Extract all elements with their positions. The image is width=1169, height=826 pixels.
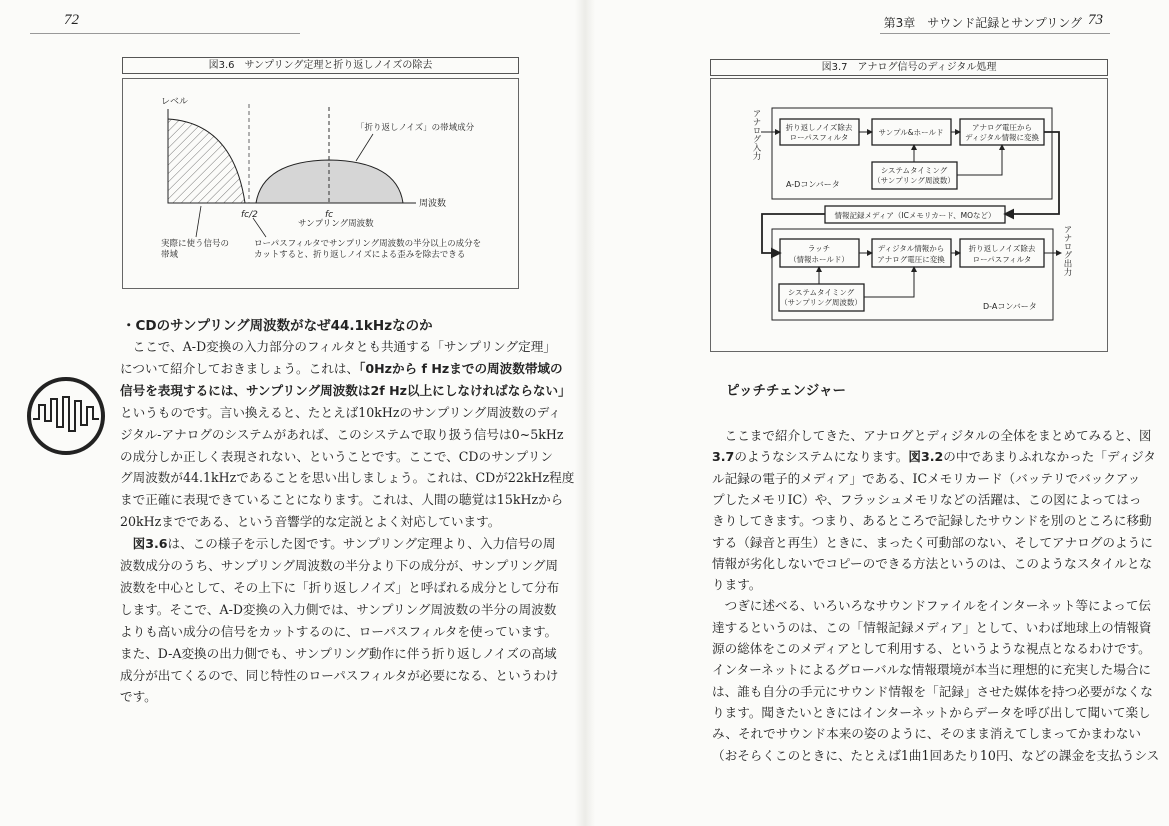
analog-input-label: アナログ入力 <box>751 109 761 160</box>
lpf-label-1: ローパスフィルタでサンプリング周波数の半分以上の成分を <box>254 239 482 249</box>
text-segment: また、D-A変換の出力側でも、サンプリング動作に伴う折り返しノイズの高域 <box>120 645 557 661</box>
figure-3-6-caption: 図3.6 サンプリング定理と折り返しノイズの除去 <box>122 57 519 74</box>
text-line <box>712 426 1152 446</box>
text-segment: の中であまりふれなかった「ディジタ <box>943 449 1156 465</box>
fs-name: サンプリング周波数 <box>298 219 374 229</box>
figure-3-7 <box>710 78 1108 352</box>
text-line <box>712 618 1152 638</box>
text-segment: （おそらくこのときに、たとえば1曲1回あたり10円、などの課金を支払うシス <box>712 747 1160 763</box>
ad-conv-label: アナログ電圧から <box>972 123 1032 132</box>
da-timing-label-2: （サンプリング周波数） <box>780 298 862 307</box>
signal-band <box>168 119 245 203</box>
text-line <box>120 600 557 620</box>
text-segment: よりも高い成分の信号をカットするのに、ローパスフィルタを使っています。 <box>120 623 558 639</box>
media-label: 情報記録メディア（ICメモリカード、MOなど） <box>834 211 996 220</box>
text-line <box>712 596 1152 616</box>
text-line <box>120 359 563 379</box>
sample-hold-label: サンプル&ホールド <box>878 128 944 137</box>
y-axis-label: レベル <box>161 97 189 107</box>
text-line <box>120 666 559 686</box>
header-rule-right <box>880 33 1110 34</box>
text-segment: きりしてきます。つまり、あるところで記録したサウンドを別のところに移動 <box>712 513 1152 529</box>
text-segment <box>120 536 133 551</box>
left-section-heading: ・CDのサンプリング周波数がなぜ44.1kHzなのか <box>122 318 433 334</box>
latch-label-2: （情報ホールド） <box>789 255 849 264</box>
lpf-leader <box>253 218 266 237</box>
sampling-theorem-diagram <box>123 79 518 288</box>
text-segment: 波数を中心として、その上下に「折り返しノイズ」と呼ばれる成分として分布 <box>120 579 560 595</box>
text-line <box>120 622 558 642</box>
text-line <box>120 687 518 707</box>
text-segment: は、この様子を示した図です。サンプリング定理より、入力信号の周 <box>167 536 556 552</box>
text-line <box>120 381 571 401</box>
ad-da-block-diagram <box>711 79 1107 351</box>
text-line <box>120 578 560 598</box>
figure-3-6 <box>122 78 519 289</box>
text-segment: まで正確に表現できていることになります。これは、人間の聴覚は15kHzから <box>120 492 564 508</box>
bold-text: 信号を表現するには、サンプリング周波数は2f Hz以上にしなければならない」 <box>120 382 571 398</box>
noise-label: 「折り返しノイズ」の帯域成分 <box>356 123 475 133</box>
text-segment: の成分しか正しく表現されない、ということです。ここで、CDのサンプリン <box>120 448 553 464</box>
ad-lpf-label-2: ローパスフィルタ <box>789 133 849 142</box>
text-segment: プしたメモリIC）や、フラッシュメモリなどの活躍は、この図によってはっ <box>712 491 1142 507</box>
text-line <box>120 468 575 488</box>
text-line <box>712 703 1151 723</box>
bold-text: 図3.6 <box>132 536 168 552</box>
text-line <box>120 337 556 357</box>
da-conv-label: ディジタル情報から <box>877 244 945 253</box>
da-conv-label-2: アナログ電圧に変換 <box>877 255 945 264</box>
text-segment: み、それでサウンド本来の姿のように、そのまま消えてしまってかまわない <box>712 726 1141 742</box>
text-line <box>120 490 564 510</box>
half-fs-label: fc/2 <box>241 210 258 220</box>
text-segment: ル記録の電子的メディア」である、ICメモリカード（バッテリでバックアッ <box>712 470 1141 486</box>
text-segment: 成分が出てくるので、同じ特性のローパスフィルタが必要になる、というわけ <box>120 667 559 683</box>
text-line <box>120 644 557 664</box>
text-segment: ります。聞きたいときにはインターネットからデータを呼び出して聞いて楽し <box>712 704 1151 720</box>
figure-3-7-caption: 図3.7 アナログ信号のディジタル処理 <box>710 59 1108 76</box>
text-segment: する（録音と再生）ときに、まったく可動部のない、そしてアナログのように <box>712 534 1153 550</box>
text-segment: 達するというのは、この「情報記録メディア」として、いわば地球上の情報資 <box>712 619 1152 635</box>
noise-leader <box>356 134 373 161</box>
text-segment: ここまで紹介してきた、アナログとディジタルの全体をまとめてみると、図 <box>712 428 1152 443</box>
text-segment: 波数成分のうち、サンプリング周波数の半分より下の成分が、サンプリング周 <box>120 558 559 573</box>
analog-output-label: アナログ出力 <box>1062 225 1072 276</box>
text-segment: ります。 <box>712 577 762 593</box>
text-line <box>120 556 559 576</box>
text-segment: というものです。言い換えると、たとえば10kHzのサンプリング周波数のディ <box>120 404 561 420</box>
latch-label: ラッチ <box>807 244 831 253</box>
book-gutter <box>575 0 595 826</box>
text-line <box>712 639 1151 659</box>
text-segment: です。 <box>120 689 157 705</box>
right-section-heading: ピッチチェンジャー <box>726 383 846 399</box>
text-line <box>712 554 1153 574</box>
text-segment: 源の総体をこのメディアとして利用する、というような視点となるわけです。 <box>712 641 1151 656</box>
signal-leader <box>196 206 201 237</box>
text-line <box>712 533 1153 553</box>
text-segment: ジタル-アナログのシステムがあれば、このシステムで取り扱う信号は0~5kHz <box>120 426 564 442</box>
text-line <box>712 724 1141 744</box>
ad-lpf-label: 折り返しノイズ除去 <box>785 123 853 132</box>
text-line <box>712 660 1152 680</box>
da-timing-label: システムタイミング <box>787 288 855 297</box>
bold-text: 「0Hzから f Hzまでの周波数帯域の <box>359 360 563 376</box>
square-wave-circle-icon <box>25 375 107 457</box>
ad-timing-label: システムタイミング <box>880 166 948 175</box>
text-segment: します。そこで、A-D変換の入力側では、サンプリング周波数の半分の周波数 <box>120 601 557 617</box>
text-segment: は、誰も自分の手元にサウンド情報を「記録」させた媒体を持つ必要がなくな <box>712 683 1153 699</box>
text-line <box>120 447 553 467</box>
bold-text: 図3.2 <box>908 449 944 465</box>
signal-label-1: 実際に使う信号の <box>161 239 230 249</box>
text-line <box>120 403 561 423</box>
text-segment: について紹介しておきましょう。これは、 <box>120 360 360 376</box>
text-segment: つぎに述べる、いろいろなサウンドファイルをインターネット等によって伝 <box>712 598 1152 614</box>
text-line <box>120 425 564 445</box>
text-line <box>712 682 1153 702</box>
text-line <box>712 447 1156 467</box>
text-segment: グ周波数が44.1kHzであることを思い出しましょう。これは、CDが22kHz程度 <box>120 470 575 486</box>
text-segment: ここで、A-D変換の入力部分のフィルタとも共通する「サンプリング定理」 <box>120 339 556 354</box>
ad-converter-label: A-Dコンバータ <box>786 180 840 189</box>
text-segment: インターネットによるグローバルな情報環境が本当に理想的に充実した場合に <box>712 662 1152 678</box>
header-rule-left <box>30 33 300 34</box>
ad-timing-label-2: （サンプリング周波数） <box>873 176 955 185</box>
bold-text: 3.7 <box>712 449 735 465</box>
text-line <box>712 490 1142 510</box>
da-lpf-label-2: ローパスフィルタ <box>972 255 1032 264</box>
da-lpf-label: 折り返しノイズ除去 <box>968 244 1036 253</box>
text-line <box>712 575 1106 595</box>
signal-label-2: 帯域 <box>161 250 179 260</box>
page-number-right: 73 <box>1088 12 1103 28</box>
text-line <box>120 534 556 554</box>
x-axis-label: 周波数 <box>419 199 447 209</box>
chapter-title: 第3章 サウンド記録とサンプリング <box>883 16 1082 30</box>
ad-conv-label-2: ディジタル情報に変換 <box>964 133 1040 142</box>
text-line <box>712 511 1152 531</box>
text-segment: 情報が劣化しないでコピーのできる方法というのは、このようなスタイルとな <box>712 555 1153 571</box>
text-segment: のようなシステムになります。 <box>734 449 909 465</box>
text-segment: 20kHzまでである、という音響学的な定説とよく対応しています。 <box>120 514 501 530</box>
lpf-label-2: カットすると、折り返しノイズによる歪みを除去できる <box>254 250 466 260</box>
page-number-left: 72 <box>64 12 79 28</box>
text-line <box>712 746 1160 766</box>
text-line <box>712 469 1141 489</box>
text-line <box>120 512 518 532</box>
fs-label: fc <box>325 210 334 220</box>
da-converter-label: D-Aコンバータ <box>983 302 1037 311</box>
